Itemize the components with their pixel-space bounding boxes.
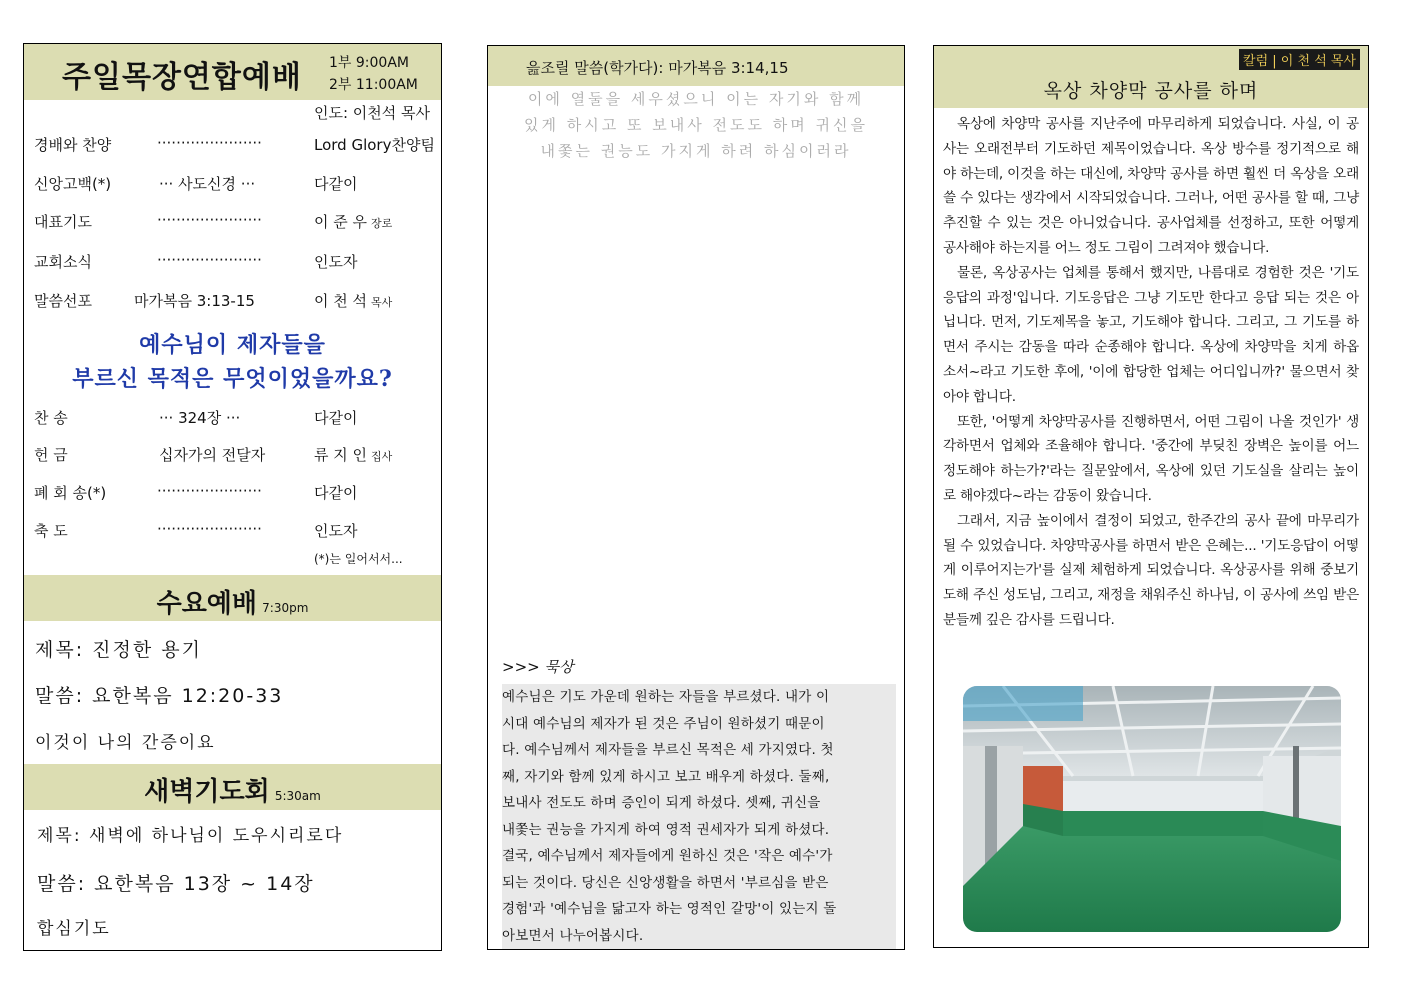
wednesday-heading <box>24 583 441 620</box>
column-body <box>943 112 1359 633</box>
sermon-title-line1: 예수님이 제자들을 <box>139 332 326 358</box>
person-name: 인도자 <box>314 253 358 271</box>
person-name: 다같이 <box>314 409 358 427</box>
meditation-line: 째, 자기와 함께 있게 하시고 보고 배우게 하셨다. 둘째, <box>502 768 830 785</box>
person-name: 이 천 석 <box>314 292 368 310</box>
person-name: 인도자 <box>314 522 358 540</box>
standing-note: (*)는 일어서서... <box>314 552 403 566</box>
verse-line: 내쫓는 권능도 가지게 하려 하심이러라 <box>540 142 852 160</box>
column-paragraph: 또한, '어떻게 차양막공사를 진행하면서, 어떤 그림이 나올 것인가' 생각하면서 업체와 조율해야 합니다. '중간에 부딪친 장벽은 높이를 어느 정도해야 하는가?'라는 질문앞에서, 옥상에 있던 기도실을 살리는 높이로 해야겠다~라는 감동이 왔습니다. <box>943 413 1359 504</box>
meditation-line: 내쫓는 권능을 가지게 하여 영적 권세자가 되게 하셨다. <box>502 821 830 838</box>
order-item: 신앙고백(*) <box>34 175 112 193</box>
order-person <box>314 407 357 428</box>
order-person <box>314 134 435 155</box>
order-item: 대표기도 <box>34 213 92 231</box>
order-person <box>314 211 392 232</box>
sunday-title: 주일목장연합예배 <box>62 60 302 95</box>
meditation-line: 아보면서 나누어봅시다. <box>502 927 644 944</box>
order-person <box>314 482 357 503</box>
order-item: 축 도 <box>34 522 68 540</box>
column-paragraph: 그래서, 지금 높이에서 결정이 되었고, 한주간의 공사 끝에 마무리가 될 수 있었습니다. 차양막공사를 하면서 받은 은혜는... '기도응답이 어떻게 이루어지는가'를 실제 체험하게 되었습니다. 옥상공사를 위해 중보기도해 주신 성도님, 그리고, 재정을 채워주신 하나님, 이 공사에 쓰임 받은 분들께 깊은 감사를 드립니다. <box>943 512 1359 628</box>
column-title: 옥상 차양막 공사를 하며 <box>1043 80 1259 102</box>
order-detail: ······················ <box>157 251 262 269</box>
person-name: 다같이 <box>314 175 358 193</box>
person-name: 류 지 인 <box>314 446 368 464</box>
person-name: Lord Glory찬양팀 <box>314 136 435 154</box>
meditation-heading: >>> 묵상 <box>502 658 574 676</box>
wednesday-topic: 제목: 진정한 용기 <box>35 639 202 661</box>
recitation-heading: 읊조릴 말씀(학가다): 마가복음 3:14,15 <box>526 59 789 77</box>
meditation-line: 결국, 예수님께서 제자들에게 원하신 것은 '작은 예수'가 <box>502 848 833 864</box>
order-detail: ······················ <box>157 520 262 538</box>
service-time-1: 1부 9:00AM <box>329 55 409 71</box>
wednesday-title: 수요예배 <box>156 589 258 619</box>
column-paragraph: 물론, 옥상공사는 업체를 통해서 했지만, 나름대로 경험한 것은 '기도응답의 과정'입니다. 기도응답은 그냥 기도만 한다고 응답 되는 것은 아닙니다. 먼저, 기도제목을 놓고, 기도해야 합니다. 그리고, 그 기도를 하면서 주시는 감동을 따라 순종해야 합니다. 옥상에 차양막을 치게 하옵소서~라고 기도한 후에, '이에 합당한 업체는 어디입니까?' 물으면서 찾아야 합니다. <box>943 264 1359 405</box>
wednesday-time: 7:30pm <box>262 601 309 615</box>
rooftop-photo <box>963 686 1341 932</box>
recitation-verse <box>488 86 904 164</box>
verse-line: 이에 열둘을 세우셨으니 이는 자기와 함께 <box>527 90 865 108</box>
column-panel <box>933 45 1369 948</box>
order-item: 폐 회 송(*) <box>34 484 107 502</box>
meditation-line: 시대 예수님의 제자가 된 것은 주님이 원하셨기 때문이 <box>502 715 825 732</box>
order-item: 교회소식 <box>34 253 92 271</box>
order-detail: ······················ <box>157 482 262 500</box>
rooftop-photo-image <box>963 686 1341 932</box>
person-name: 이 준 우 <box>314 213 368 231</box>
person-role: 목사 <box>371 296 393 309</box>
meditation-line: 다. 예수님께서 제자들을 부르신 목적은 세 가지였다. 첫 <box>502 742 834 758</box>
order-item: 찬 송 <box>34 409 68 427</box>
leader: 인도: 이천석 목사 <box>314 104 431 122</box>
order-detail: 십자가의 전달자 <box>159 446 266 464</box>
worship-order-panel <box>23 43 442 951</box>
verse-line: 있게 하시고 또 보내사 전도도 하며 귀신을 <box>524 116 868 134</box>
order-detail: 마가복음 3:13-15 <box>134 292 255 310</box>
order-person <box>314 251 357 272</box>
meditation-text <box>502 684 896 949</box>
meditation-line: 보내사 전도도 하며 증인이 되게 하셨다. 셋째, 귀신을 <box>502 795 821 811</box>
order-person <box>314 520 357 541</box>
order-item: 말씀선포 <box>34 292 92 310</box>
order-detail: ······················ <box>157 211 262 229</box>
order-detail: ··· 324장 ··· <box>159 409 241 427</box>
order-detail: ··· 사도신경 ··· <box>159 175 256 193</box>
meditation-line: 되는 것이다. 당신은 신앙생활을 하면서 '부르심을 받은 <box>502 874 829 891</box>
order-person <box>314 173 357 194</box>
meditation-line: 예수님은 기도 가운데 원하는 자들을 부르셨다. 내가 이 <box>502 689 830 705</box>
meditation-line: 경험'과 '예수님을 닮고자 하는 영적인 갈망'이 있는지 돌 <box>502 901 837 917</box>
scripture-panel <box>487 45 905 950</box>
dawn-topic: 제목: 새벽에 하나님이 도우시리로다 <box>37 826 344 846</box>
person-role: 집사 <box>371 450 393 463</box>
dawn-extra: 합심기도 <box>37 919 111 939</box>
order-detail: ······················ <box>157 134 262 152</box>
person-name: 다같이 <box>314 484 358 502</box>
order-person <box>314 290 392 311</box>
dawn-scripture: 말씀: 요한복음 13장 ~ 14장 <box>37 873 315 895</box>
wednesday-extra: 이것이 나의 간증이요 <box>35 733 216 753</box>
sermon-title-line2: 부르신 목적은 무엇이었을까요? <box>72 366 393 392</box>
column-paragraph: 옥상에 차양막 공사를 지난주에 마무리하게 되었습니다. 사실, 이 공사는 오래전부터 기도하던 제목이었습니다. 옥상 방수를 정기적으로 해야 하는데, 이것을 하는 대신에, 차양막 공사를 하면 훨씬 더 옥상을 오래 쓸 수 있다는 생각에서 시작되었습니다. 그러나, 어떤 공사를 할 때, 그냥 추진할 수 있는 것은 아니었습니다. 공사업체를 선정하고, 또한 어떻게 공사해야 하는지를 어느 정도 그림이 그려져야 했습니다. <box>943 116 1359 256</box>
person-role: 장로 <box>371 217 393 230</box>
wednesday-scripture: 말씀: 요한복음 12:20-33 <box>35 685 284 707</box>
order-person <box>314 444 392 465</box>
service-time-2: 2부 11:00AM <box>329 77 418 93</box>
dawn-heading <box>24 771 441 808</box>
dawn-time: 5:30am <box>274 789 321 803</box>
order-item: 헌 금 <box>34 446 68 464</box>
column-label: 칼럼 | 이 천 석 목사 <box>1239 49 1360 70</box>
dawn-title: 새벽기도회 <box>144 777 270 807</box>
order-item: 경배와 찬양 <box>34 136 112 154</box>
